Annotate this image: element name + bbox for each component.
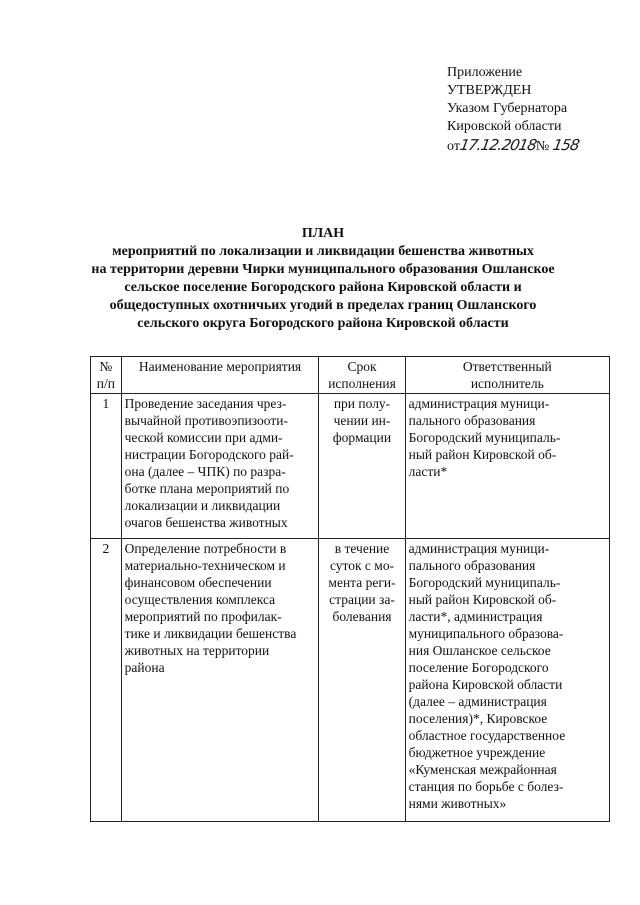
cell-line: осуществления комплекса [124, 592, 276, 607]
cell-line: она (далее – ЧПК) по разра- [124, 464, 286, 479]
plan-table [90, 356, 610, 822]
row-term [319, 394, 405, 539]
cell-line: поселение Богородского [408, 660, 549, 675]
cell-line: страции за- [329, 592, 395, 607]
cell-line: чении ин- [333, 413, 391, 428]
cell-line: мероприятий по профилак- [124, 609, 282, 624]
cell-line: района Кировской области [408, 677, 563, 692]
header-term-line: Срок [347, 359, 377, 374]
title-line-1: мероприятий по локализации и ликвидации бешенства животных [112, 244, 534, 259]
cell-line: нистрации Богородского рай- [124, 447, 294, 462]
header-num-line: п/п [96, 376, 115, 391]
decree-line-1: Указом Губернатора [447, 101, 568, 116]
cell-line: областное государственное [408, 728, 566, 743]
cell-line: болевания [332, 609, 392, 624]
row-num: 1 [91, 394, 122, 539]
row-num: 2 [91, 539, 122, 822]
cell-line: вычайной противоэпизооти- [124, 413, 288, 428]
decree-line-2: Кировской области [447, 119, 562, 134]
cell-line: животных на территории [124, 643, 270, 658]
approved-label: УТВЕРЖДЕН [447, 83, 532, 98]
cell-line: ный район Кировской об- [408, 592, 557, 607]
cell-line: ботке плана мероприятий по [124, 481, 290, 496]
cell-line: пального образования [408, 413, 536, 428]
row-resp [405, 539, 609, 822]
cell-line: ласти* [408, 464, 448, 479]
cell-line: поселения)*, Кировское [408, 711, 548, 726]
handwritten-number: 158 [551, 136, 580, 154]
cell-line: финансовом обеспечении [124, 575, 272, 590]
table-row [91, 539, 610, 822]
cell-line: тике и ликвидации бешенства [124, 626, 297, 641]
cell-line: района [124, 660, 165, 675]
cell-line: администрация муници- [408, 541, 550, 556]
row-name [121, 539, 319, 822]
cell-line: локализации и ликвидации [124, 498, 281, 513]
cell-line: Богородский муниципаль- [408, 575, 561, 590]
row-term [319, 539, 405, 822]
title-line-2: на территории деревни Чирки муниципального образования Ошланское [91, 262, 555, 277]
title-line-3: сельское поселение Богородского района Кировской области и [124, 280, 522, 295]
cell-line: станция по борьбе с болез- [408, 779, 564, 794]
handwritten-date: 17.12.2018 [458, 136, 538, 154]
title-line-5: сельского округа Богородского района Кировской области [137, 316, 509, 331]
cell-line: ческой комиссии при адми- [124, 430, 283, 445]
cell-line: бюджетное учреждение [408, 745, 546, 760]
header-resp-line: Ответственный [462, 359, 552, 374]
cell-line: ния Ошланское сельское [408, 643, 551, 658]
cell-line: в течение [334, 541, 390, 556]
table-header-row [91, 357, 610, 394]
date-prefix: от [447, 139, 460, 154]
cell-line: при полу- [333, 396, 391, 411]
cell-line: Определение потребности в [124, 541, 287, 556]
number-prefix: № [535, 139, 550, 154]
approval-block [447, 64, 637, 156]
cell-line: нями животных» [408, 796, 507, 811]
header-name-line: Наименование мероприятия [138, 359, 302, 374]
plan-title [60, 225, 586, 333]
title-line-4: общедоступных охотничьих угодий в пределах границ Ошланского [109, 298, 537, 313]
header-term [319, 357, 405, 394]
cell-line: администрация муници- [408, 396, 550, 411]
appendix-label: Приложение [447, 65, 523, 80]
cell-line: очагов бешенства животных [124, 515, 288, 530]
cell-line: Проведение заседания чрез- [124, 396, 287, 411]
cell-line: формации [332, 430, 392, 445]
plan-heading: ПЛАН [301, 226, 345, 241]
table-row [91, 394, 610, 539]
header-resp [405, 357, 609, 394]
header-num [91, 357, 122, 394]
header-num-line: № [99, 359, 113, 374]
cell-line: мента реги- [328, 575, 396, 590]
cell-line: «Куменская межрайонная [408, 762, 557, 777]
cell-line: ный район Кировской об- [408, 447, 557, 462]
cell-line: муниципального образова- [408, 626, 564, 641]
cell-line: суток с мо- [329, 558, 395, 573]
cell-line: ласти*, администрация [408, 609, 543, 624]
header-resp-line: исполнитель [470, 376, 544, 391]
decree-date-number [447, 136, 637, 156]
header-term-line: исполнения [328, 376, 396, 391]
row-resp [405, 394, 609, 539]
cell-line: пального образования [408, 558, 536, 573]
cell-line: материально-техническом и [124, 558, 286, 573]
header-name [121, 357, 319, 394]
cell-line: (далее – администрация [408, 694, 547, 709]
cell-line: Богородский муниципаль- [408, 430, 561, 445]
row-name [121, 394, 319, 539]
